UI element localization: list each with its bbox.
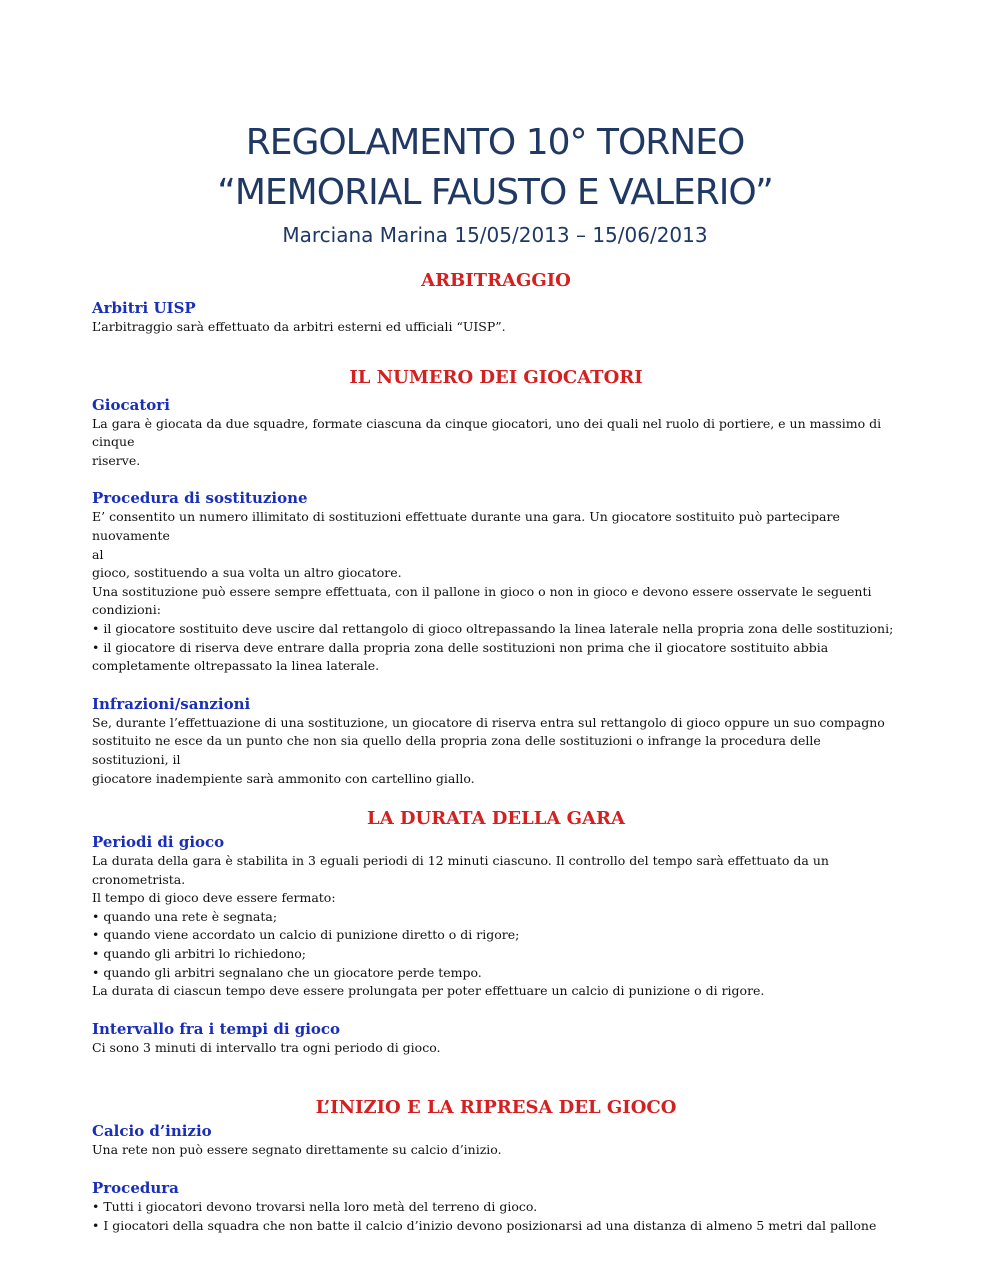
paragraph-line: gioco, sostituendo a sua volta un altro giocatore. [92, 565, 402, 581]
subheading-infrazioni-sanzioni: Infrazioni/sanzioni [92, 694, 251, 713]
document-title-line1: REGOLAMENTO 10° TORNEO [245, 122, 745, 163]
subheading-procedura-sostituzione: Procedura di sostituzione [92, 489, 308, 508]
paragraph-line: Una sostituzione può essere sempre effettuata, con il pallone in gioco o non in gioco e devono essere osservate le seguenti [92, 583, 872, 599]
paragraph-line: Una rete non può essere segnato direttamente su calcio d’inizio. [92, 1142, 502, 1158]
paragraph-line: L’arbitraggio sarà effettuato da arbitri esterni ed ufficiali “UISP”. [92, 319, 506, 334]
document-body [92, 268, 900, 1235]
section-heading-arbitraggio: ARBITRAGGIO [421, 270, 571, 291]
paragraph-line: sostituito ne esce da un punto che non sia quello della propria zona delle sostituzioni o infrange la procedura delle sostituzioni, il [92, 733, 821, 767]
bullet-item: • quando gli arbitri segnalano che un giocatore perde tempo. [92, 964, 482, 980]
section-heading-numero-giocatori: IL NUMERO DEI GIOCATORI [349, 366, 643, 388]
paragraph-line: E’ consentito un numero illimitato di sostituzioni effettuate durante una gara. Un giocatore sostituito può partecipare nuovamente [92, 509, 840, 543]
section-heading-durata-gara: LA DURATA DELLA GARA [367, 808, 625, 830]
paragraph-line: completamente oltrepassato la linea laterale. [92, 658, 380, 674]
paragraph-line: La durata della gara è stabilita in 3 eguali periodi di 12 minuti ciascuno. Il controllo del tempo sarà effettuato da un cronometrista. [92, 853, 829, 887]
document-title-line2: “MEMORIAL FAUSTO E VALERIO” [217, 172, 773, 213]
document-header [0, 118, 990, 250]
subheading-procedura: Procedura [92, 1179, 179, 1198]
paragraph-line: condizioni: [92, 602, 161, 618]
bullet-item: • quando una rete è segnata; [92, 908, 278, 924]
bullet-item: • il giocatore di riserva deve entrare dalla propria zona delle sostituzioni non prima che il giocatore sostituito abbia [92, 639, 829, 655]
paragraph-line: Ci sono 3 minuti di intervallo tra ogni periodo di gioco. [92, 1039, 441, 1055]
paragraph-line: Se, durante l’effettuazione di una sostituzione, un giocatore di riserva entra sul rettangolo di gioco oppure un suo compagno [92, 714, 885, 730]
bullet-item: • I giocatori della squadra che non batte il calcio d’inizio devono posizionarsi ad una distanza di almeno 5 metri dal pallone [92, 1217, 877, 1233]
subheading-periodi-di-gioco: Periodi di gioco [92, 833, 225, 852]
bullet-item: • quando gli arbitri lo richiedono; [92, 946, 307, 962]
bullet-item: • il giocatore sostituito deve uscire dal rettangolo di gioco oltrepassando la linea laterale nella propria zona delle sostituzioni; [92, 620, 894, 636]
paragraph-line: La durata di ciascun tempo deve essere prolungata per poter effettuare un calcio di punizione o di rigore. [92, 983, 765, 999]
section-heading-inizio-ripresa: L’INIZIO E LA RIPRESA DEL GIOCO [315, 1097, 677, 1119]
paragraph-line: giocatore inadempiente sarà ammonito con cartellino giallo. [92, 770, 475, 786]
paragraph-line: La gara è giocata da due squadre, formate ciascuna da cinque giocatori, uno dei quali nel ruolo di portiere, e un massimo di cinque [92, 415, 882, 450]
paragraph-line: al [92, 546, 104, 562]
subheading-calcio-inizio: Calcio d’inizio [92, 1122, 212, 1141]
bullet-item: • Tutti i giocatori devono trovarsi nella loro metà del terreno di gioco. [92, 1199, 538, 1215]
subheading-giocatori: Giocatori [92, 395, 170, 414]
paragraph-line: riserve. [92, 452, 141, 468]
paragraph-line: Il tempo di gioco deve essere fermato: [92, 890, 336, 906]
subheading-arbitri-uisp: Arbitri UISP [92, 299, 196, 317]
document-subtitle: Marciana Marina 15/05/2013 – 15/06/2013 [282, 223, 708, 247]
subheading-intervallo: Intervallo fra i tempi di gioco [92, 1019, 341, 1038]
bullet-item: • quando viene accordato un calcio di punizione diretto o di rigore; [92, 927, 520, 943]
